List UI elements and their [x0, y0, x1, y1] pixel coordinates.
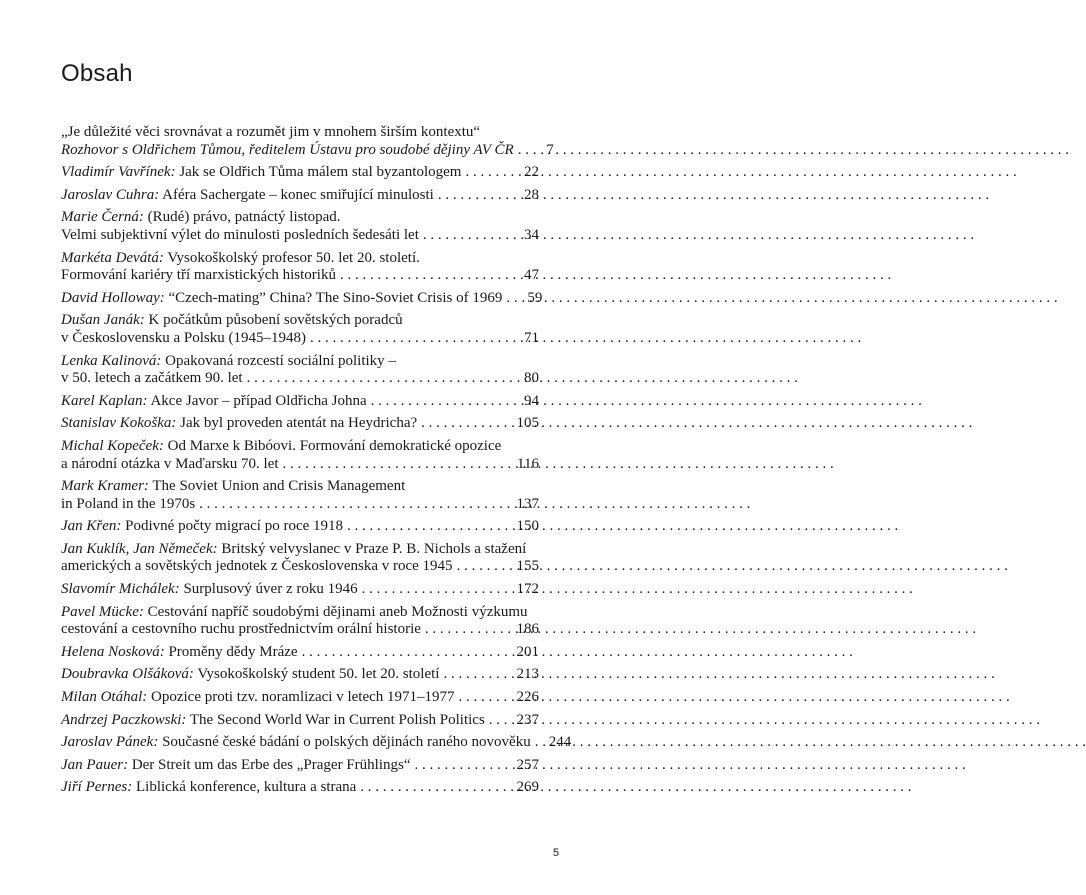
toc-entry-line — [61, 370, 539, 388]
toc-entry[interactable] — [61, 289, 543, 308]
toc-title: The Soviet Union and Crisis Management — [148, 478, 406, 495]
toc-title: (Rudé) právo, patnáctý listopad. — [143, 209, 341, 226]
dot-leader — [421, 621, 513, 639]
toc-entry-line — [61, 289, 543, 308]
toc-entry-line — [61, 393, 539, 411]
dot-leader — [367, 393, 513, 411]
toc-author: Jan Pauer: — [61, 756, 129, 773]
toc-entry-line — [61, 712, 539, 730]
toc-entry-text — [61, 644, 298, 662]
toc-author: Jaroslav Pánek: — [61, 734, 159, 751]
toc-entry-line — [61, 779, 539, 797]
toc-title: a národní otázka v Maďarsku 70. let — [61, 455, 279, 472]
toc-author: Marie Černá: — [61, 209, 144, 226]
dot-leader — [343, 518, 512, 536]
toc-page-number: 105 — [516, 415, 539, 432]
toc-page-number: 201 — [516, 643, 539, 660]
toc-entry-line — [61, 227, 539, 245]
toc-entry-text — [61, 666, 439, 684]
toc-entry-line — [61, 644, 539, 662]
toc-page-number: 116 — [517, 455, 539, 472]
toc-title: Liblická konference, kultura a strana — [132, 779, 357, 796]
toc-entry-line — [61, 478, 539, 496]
toc-page-number: 213 — [516, 666, 539, 683]
toc-entry-text — [61, 164, 461, 182]
toc-author: Helena Nosková: — [61, 643, 165, 660]
toc-author: Rozhovor s Oldřichem Tůmou, ředitelem Ústavu pro soudobé dějiny AV ČR — [61, 141, 514, 158]
toc-author: Vladimír Vavřínek: — [61, 164, 176, 181]
toc-entry-text — [61, 712, 485, 730]
toc-author: Michal Kopeček: — [61, 437, 164, 454]
toc-entry-line — [61, 209, 539, 227]
toc-entry-text — [61, 496, 195, 514]
toc-entry-text — [61, 370, 243, 388]
dot-leader — [461, 164, 513, 182]
toc-page-number: 155 — [516, 558, 539, 575]
toc-entry-line — [61, 496, 539, 514]
toc-author: David Holloway: — [61, 289, 165, 306]
toc-entry[interactable] — [61, 712, 539, 730]
toc-title: Akce Javor – případ Oldřicha Johna — [147, 392, 367, 409]
toc-entry[interactable] — [61, 124, 554, 159]
toc-entry-text — [61, 209, 341, 227]
page-title: Obsah — [61, 60, 133, 87]
toc-page-number: 257 — [516, 756, 539, 773]
toc-entry-line — [61, 141, 554, 160]
toc-entry-line — [61, 757, 539, 775]
toc-entry[interactable] — [61, 604, 539, 639]
toc-entry-line — [61, 558, 539, 576]
toc-page-number: 237 — [516, 711, 539, 728]
toc-title: cestování a cestovního ruchu prostřednictvím orální historie — [61, 621, 421, 638]
toc-page-number: 150 — [516, 518, 539, 535]
toc-entry[interactable] — [61, 415, 539, 433]
toc-entry[interactable] — [61, 666, 539, 684]
toc-entry[interactable] — [61, 644, 539, 662]
toc-title: „Je důležité věci srovnávat a rozumět jim v mnohem širším kontextu“ — [61, 124, 481, 140]
toc-page-number: 47 — [524, 267, 539, 284]
toc-page-number: 137 — [516, 495, 539, 512]
toc-entry-text — [61, 518, 343, 536]
toc-entry-line — [61, 415, 539, 433]
toc-entry-text — [61, 187, 434, 205]
toc-entry[interactable] — [61, 250, 539, 285]
toc-entry-line — [61, 353, 539, 371]
toc-entry[interactable] — [61, 734, 572, 752]
dot-leader — [243, 370, 513, 388]
toc-page-number: 269 — [516, 779, 539, 796]
toc-page-number: 172 — [516, 581, 539, 598]
dot-leader — [502, 290, 516, 308]
toc-entry-text — [61, 456, 279, 474]
toc-page-number: 59 — [527, 289, 543, 306]
toc-entry-text — [61, 604, 528, 622]
dot-leader — [434, 187, 513, 205]
toc-entry-text — [61, 558, 453, 576]
dot-leader — [336, 267, 513, 285]
toc-page-number: 94 — [524, 392, 539, 409]
toc-entry-text — [61, 353, 396, 371]
toc-entry-text — [61, 124, 480, 142]
toc-entry[interactable] — [61, 478, 539, 513]
toc-entry-line — [61, 124, 539, 142]
toc-title: v Československu a Polsku (1945–1948) — [61, 329, 306, 346]
toc-title: amerických a sovětských jednotek z Československa v roce 1945 — [61, 558, 453, 575]
toc-entry-text — [61, 250, 420, 268]
toc-title: “Czech-mating” China? The Sino-Soviet Crisis of 1969 — [164, 289, 503, 306]
toc-title: Současné české bádání o polských dějinách raného novověku — [158, 734, 531, 751]
toc-entry-line — [61, 164, 539, 182]
toc-entry-line — [61, 267, 539, 285]
dot-leader — [531, 734, 545, 752]
toc-entry-text — [61, 478, 405, 496]
toc-title: The Second World War in Current Polish Politics — [186, 711, 485, 728]
toc-page-number: 34 — [524, 226, 539, 243]
toc-entry-line — [61, 541, 539, 559]
toc-title: Formování kariéry tří marxistických historiků — [61, 267, 336, 284]
toc-title: Britský velvyslanec v Praze P. B. Nichols a stažení — [217, 540, 527, 557]
dot-leader — [358, 581, 513, 599]
toc-entry-text — [61, 330, 306, 348]
dot-leader — [419, 227, 513, 245]
toc-author: Jan Křen: — [61, 518, 122, 535]
toc-title: Opozice proti tzv. noramlizaci v letech 1971–1977 — [147, 689, 455, 706]
toc-author: Jaroslav Cuhra: — [61, 186, 160, 203]
toc-title: Velmi subjektivní výlet do minulosti posledních šedesáti let — [61, 226, 419, 243]
toc-author: Stanislav Kokoška: — [61, 415, 177, 432]
dot-leader — [279, 456, 513, 474]
toc-title: Cestování napříč soudobými dějinami aneb Možnosti výzkumu — [143, 603, 528, 620]
toc-title: in Poland in the 1970s — [61, 495, 196, 512]
table-of-contents — [61, 124, 572, 802]
dot-leader — [455, 689, 513, 707]
toc-title: Der Streit um das Erbe des „Prager Frühlings“ — [128, 756, 411, 773]
toc-entry-line — [61, 187, 539, 205]
toc-entry-text — [61, 541, 526, 559]
toc-page-number: 244 — [548, 734, 572, 751]
toc-title: Aféra Sachergate – konec smiřující minulosti — [159, 186, 434, 203]
toc-entry-line — [61, 621, 539, 639]
toc-author: Slavomír Michálek: — [61, 581, 180, 598]
toc-title: Podivné počty migrací po roce 1918 — [121, 518, 344, 535]
toc-entry[interactable] — [61, 541, 539, 576]
toc-title: Vysokoškolský student 50. let 20. století — [193, 666, 440, 683]
toc-entry-line — [61, 689, 539, 707]
toc-entry-text — [61, 581, 358, 599]
toc-entry-line — [61, 250, 539, 268]
toc-page-number: 7 — [546, 141, 554, 158]
toc-author: Milan Otáhal: — [61, 689, 148, 706]
toc-entry[interactable] — [61, 581, 539, 599]
toc-entry[interactable] — [61, 393, 539, 411]
toc-entry[interactable] — [61, 209, 539, 244]
toc-title: Surplusový úver z roku 1946 — [179, 581, 358, 598]
toc-entry[interactable] — [61, 187, 539, 205]
toc-title: Jak byl proveden atentát na Heydricha? — [176, 415, 418, 432]
toc-page-number: 186 — [516, 621, 539, 638]
toc-title: v 50. letech a začátkem 90. let — [61, 370, 243, 387]
toc-entry-line — [61, 312, 539, 330]
toc-entry-line — [61, 604, 539, 622]
toc-page-number: 22 — [524, 164, 539, 181]
toc-entry[interactable] — [61, 757, 539, 775]
toc-entry[interactable] — [61, 518, 539, 536]
toc-page-number: 80 — [524, 370, 539, 387]
toc-entry-text — [61, 227, 419, 245]
toc-entry[interactable] — [61, 164, 539, 182]
toc-entry-line — [61, 330, 539, 348]
toc-entry-line — [61, 666, 539, 684]
toc-entry-text — [61, 393, 367, 411]
toc-author: Mark Kramer: — [61, 478, 149, 495]
toc-author: Lenka Kalinová: — [61, 352, 162, 369]
toc-entry-text — [61, 689, 455, 707]
toc-entry-line — [61, 438, 539, 456]
toc-author: Jan Kuklík, Jan Němeček: — [61, 540, 218, 557]
toc-author: Jiří Pernes: — [61, 779, 133, 796]
toc-author: Andrzej Paczkowski: — [61, 711, 187, 728]
dot-leader — [514, 142, 528, 160]
toc-title: Vysokoškolský profesor 50. let 20. století. — [163, 249, 420, 266]
toc-entry-text — [61, 621, 421, 639]
dot-leader — [453, 558, 513, 576]
toc-title: Jak se Oldřich Tůma málem stal byzantologem — [175, 164, 462, 181]
dot-leader — [485, 712, 513, 730]
toc-entry[interactable] — [61, 312, 539, 347]
dot-leader — [195, 496, 512, 514]
toc-entry-line — [61, 734, 572, 752]
toc-author: Karel Kaplan: — [61, 392, 148, 409]
toc-entry[interactable] — [61, 438, 539, 473]
toc-page-number: 71 — [524, 329, 539, 346]
toc-title: Proměny dědy Mráze — [164, 643, 298, 660]
toc-entry-line — [61, 518, 539, 536]
toc-page-number: 28 — [524, 186, 539, 203]
toc-entry[interactable] — [61, 689, 539, 707]
toc-title: Od Marxe k Bibóovi. Formování demokratické opozice — [163, 437, 502, 454]
page-number: 5 — [553, 847, 560, 859]
toc-page-number: 226 — [516, 689, 539, 706]
dot-leader — [439, 666, 512, 684]
toc-author: Markéta Devátá: — [61, 249, 164, 266]
dot-leader — [298, 644, 513, 662]
toc-entry[interactable] — [61, 779, 539, 797]
toc-author: Doubravka Olšáková: — [61, 666, 194, 683]
toc-entry-text — [61, 734, 531, 752]
dot-leader — [356, 779, 512, 797]
dot-leader — [411, 757, 513, 775]
dot-leader — [417, 415, 512, 433]
toc-entry-text — [61, 267, 336, 285]
toc-entry-line — [61, 581, 539, 599]
dot-leader — [306, 330, 513, 348]
toc-entry-text — [61, 290, 502, 308]
toc-author: Dušan Janák: — [61, 312, 145, 329]
toc-entry-text — [61, 438, 501, 456]
toc-entry-text — [61, 779, 356, 797]
toc-entry-line — [61, 456, 539, 474]
toc-title: Opakovaná rozcestí sociální politiky – — [161, 352, 396, 369]
toc-entry[interactable] — [61, 353, 539, 388]
toc-entry-text — [61, 415, 417, 433]
toc-entry-text — [61, 312, 403, 330]
toc-entry-text — [61, 757, 411, 775]
toc-author: Pavel Mücke: — [61, 603, 144, 620]
toc-title: K počátkům působení sovětských poradců — [144, 312, 403, 329]
toc-entry-text — [61, 142, 514, 160]
